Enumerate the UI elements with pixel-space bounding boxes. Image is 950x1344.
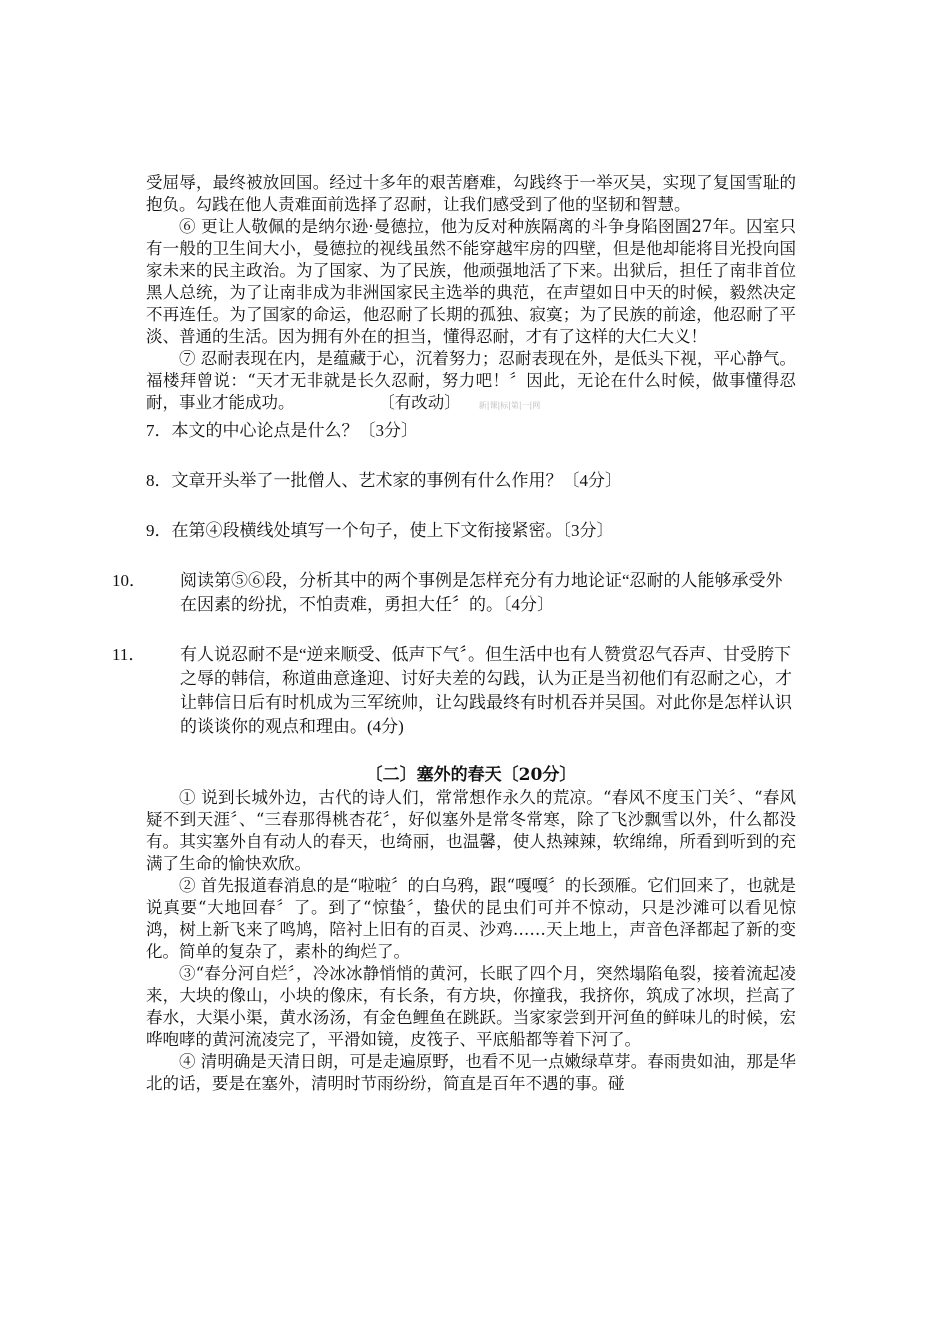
passage2-para-3: ③“春分河自烂〞，冷冰冰静悄悄的黄河，长眠了四个月，突然塌陷龟裂，接着流起凌来，大块的像山，小块的像床，有长条，有方块，你撞我，我挤你，筑成了冰坝，拦高了春水，大渠小渠，黄水汤汤，有金色鲤鱼在跳跃。当家家尝到开河鱼的鲜味儿的时候，宏哗咆哮的黄河流凌完了，平滑如镜，皮筏子、平底船都等着下河了。	[146, 964, 796, 1049]
question-7	[146, 419, 796, 443]
question-11	[112, 643, 796, 739]
passage1-para-7	[146, 348, 796, 417]
passage2-para-4: ④ 清明确是天清日朗，可是走遍原野，也看不见一点嫩绿草芽。春雨贵如油，那是华北的话，要是在塞外，清明时节雨纷纷，简直是百年不遇的事。碰	[146, 1052, 796, 1093]
question-8	[146, 469, 796, 493]
question-text: 在第④段横线处填写一个句子，使上下文衔接紧密。〔3分〕	[171, 521, 614, 540]
question-text: 有人说忍耐不是“逆来顺受、低声下气〞。但生活中也有人赞赏忍气吞声、甘受胯下之辱的韩信，称道曲意逢迎、讨好夫差的勾践，认为正是当初他们有忍耐之心，才让韩信日后有时机成为三军统帅，让勾践最终有时机吞并吴国。对此你是怎样认识的谈谈你的观点和理由。(4分)	[180, 645, 792, 736]
question-number: 10．	[112, 571, 146, 590]
question-number: 8．	[146, 471, 172, 490]
passage1-para-continued: 受屈辱，最终被放回国。经过十多年的艰苦磨难，勾践终于一举灭吴，实现了复国雪耻的抱负。勾践在他人责难面前选择了忍耐，让我们感受到了他的坚韧和智慧。	[146, 173, 796, 214]
passage2-para-1: ① 说到长城外边，古代的诗人们，常常想作永久的荒凉。“春风不度玉门关〞、“春风疑不到天涯〞、“三春那得桃杏花〞，好似塞外是常冬常寒，除了飞沙飘雪以外，什么都没有。其实塞外自有动人的春天，也绮丽，也温馨，使人热辣辣，软绵绵，所看到听到的充满了生命的愉快欢欣。	[146, 788, 796, 873]
section-title: 〔二〕塞外的春天〔20分〕	[365, 765, 577, 785]
watermark: 新|课|标|第|一|网	[478, 401, 541, 410]
question-text: 本文的中心论点是什么？〔3分〕	[171, 421, 418, 440]
para7-text: ⑦ 忍耐表现在内，是蕴藏于心，沉着努力；忍耐表现在外，是低头下视，平心静气。福楼拜曾说：“天才无非就是长久忍耐，努力吧！〞因此，无论在什么时候，做事懂得忍耐，事业才能成功。	[146, 349, 796, 412]
passage1-para-6: ⑥ 更让人敬佩的是纳尔逊·曼德拉，他为反对种族隔离的斗争身陷囹圄27年。囚室只有一般的卫生间大小，曼德拉的视线虽然不能穿越牢房的四壁，但是他却能将目光投向国家未来的民主政治。为了国家、为了民族，他顽强地活了下来。出狱后，担任了南非首位黑人总统，为了让南非成为非洲国家民主选举的典范，在声望如日中天的时候，毅然决定不再连任。为了国家的命运，他忍耐了长期的孤独、寂寞；为了民族的前途，他忍耐了平淡、普通的生活。因为拥有外在的担当，懂得忍耐，才有了这样的大仁大义！	[146, 217, 796, 346]
page-content	[112, 172, 796, 1095]
source-note: 〔有改动〕	[386, 393, 461, 412]
question-9	[146, 519, 796, 543]
question-number: 11．	[112, 645, 146, 664]
question-10	[112, 569, 796, 617]
passage2-para-2: ② 首先报道春消息的是“啦啦〞的白乌鸦，跟“嘎嘎〞的长颈雁。它们回来了，也就是说真要“大地回春〞了。到了“惊蛰〞，蛰伏的昆虫们可并不惊动，只是沙滩可以看见惊鸿，树上新飞来了鸣鸠，陪衬上旧有的百灵、沙鸡……天上地上，声音色泽都起了新的变化。简单的复杂了，素朴的绚烂了。	[146, 876, 796, 961]
question-text: 文章开头举了一批僧人、艺术家的事例有什么作用？〔4分〕	[171, 471, 622, 490]
question-number: 7．	[146, 421, 172, 440]
question-text: 阅读第⑤⑥段，分析其中的两个事例是怎样充分有力地论证“忍耐的人能够承受外在因素的纷扰，不怕责难，勇担大任〞的。〔4分〕	[180, 571, 783, 614]
question-number: 9．	[146, 521, 172, 540]
